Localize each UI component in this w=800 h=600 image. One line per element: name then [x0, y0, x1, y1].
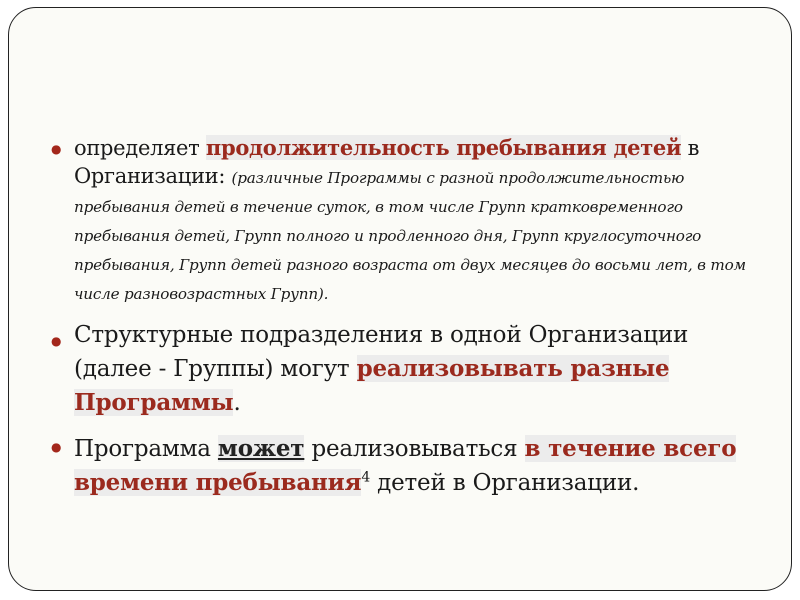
- note-text: (различные Программы с разной продолжительностью пребывания детей в течение суток, в том числе Групп кратковременного пребывания детей, Групп полного и продленного дня, Групп круглосуточного пребывания, Групп детей разного возраста от двух месяцев до восьми лет, в том числе разновозрастных Групп).: [74, 169, 746, 303]
- highlight-text: продолжительность пребывания детей: [205, 135, 682, 160]
- text-plain: Программа: [74, 436, 218, 462]
- bullet-icon: ●: [51, 334, 62, 348]
- text-plain: Структурные подразделения в одной Организации (далее - Группы) могут: [74, 322, 689, 382]
- footnote-mark: 4: [361, 469, 371, 486]
- bullet-item-program: [50, 432, 755, 500]
- text-plain: в Организации:: [74, 136, 700, 188]
- bullet-text: [74, 319, 755, 420]
- text-plain: определяет: [74, 136, 206, 160]
- emphasis-text: может: [217, 435, 305, 462]
- text-plain: детей в Организации.: [370, 470, 640, 496]
- bullet-text: [74, 432, 755, 500]
- bullet-icon: ●: [51, 142, 62, 156]
- bullet-icon: ●: [51, 440, 62, 454]
- bullet-text: [74, 134, 755, 307]
- bullet-item-duration: [50, 134, 755, 307]
- text-plain: .: [233, 390, 241, 416]
- highlight-text: реализовывать разные Программы: [74, 355, 670, 416]
- bullet-item-structure: [50, 319, 755, 420]
- text-plain: реализовываться: [304, 436, 525, 462]
- bullet-list: [50, 134, 755, 512]
- highlight-text: в течение всего времени пребывания: [74, 435, 737, 496]
